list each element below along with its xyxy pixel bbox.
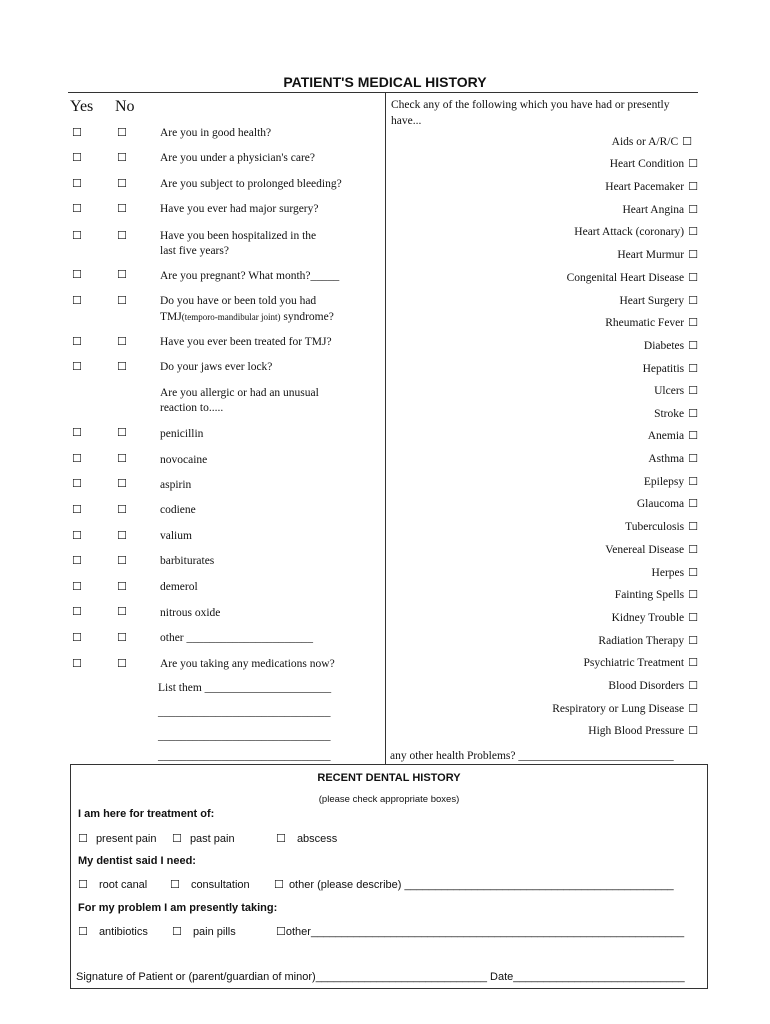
yes-checkbox[interactable]: ☐ (72, 268, 82, 281)
no-checkbox[interactable]: ☐ (117, 554, 127, 567)
condition-label: Heart Murmur (617, 249, 685, 261)
condition-anemia[interactable] (648, 429, 698, 443)
condition-checkbox[interactable]: ☐ (688, 702, 698, 715)
condition-heart-murmur[interactable] (617, 248, 698, 262)
medications-list-line2[interactable]: ______________________________ (158, 706, 331, 718)
allergy-nitrous-oxide: nitrous oxide (160, 607, 221, 619)
condition-psychiatric-treatment[interactable] (584, 656, 699, 670)
condition-fainting-spells[interactable] (615, 588, 698, 602)
condition-label: Hepatitis (642, 363, 685, 375)
condition-checkbox[interactable]: ☐ (688, 588, 698, 601)
condition-label: Venereal Disease (605, 544, 685, 556)
other-taking-checkbox[interactable]: ☐ (276, 925, 286, 938)
medications-list-line3[interactable]: ______________________________ (158, 730, 331, 742)
condition-checkbox[interactable]: ☐ (688, 475, 698, 488)
question-tmj-line1: Do you have or been told you had (160, 295, 317, 307)
condition-checkbox[interactable]: ☐ (688, 679, 698, 692)
pain-pills-checkbox[interactable]: ☐ (172, 925, 182, 938)
condition-congenital-heart-disease[interactable] (567, 271, 698, 285)
yes-checkbox[interactable]: ☐ (72, 335, 82, 348)
other-health-problems[interactable]: any other health Problems? ___________________________ (390, 750, 674, 762)
condition-checkbox[interactable]: ☐ (688, 520, 698, 533)
no-checkbox[interactable]: ☐ (117, 229, 127, 242)
no-checkbox[interactable]: ☐ (117, 605, 127, 618)
question-medications: Are you taking any medications now? (160, 658, 335, 670)
yes-checkbox[interactable]: ☐ (72, 452, 82, 465)
yes-checkbox[interactable]: ☐ (72, 503, 82, 516)
condition-label: Fainting Spells (614, 589, 685, 601)
no-checkbox[interactable]: ☐ (117, 335, 127, 348)
column-divider (385, 92, 386, 764)
yes-checkbox[interactable]: ☐ (72, 229, 82, 242)
yes-checkbox[interactable]: ☐ (72, 177, 82, 190)
no-checkbox[interactable]: ☐ (117, 177, 127, 190)
question-tmj-treated: Have you ever been treated for TMJ? (160, 336, 332, 348)
yes-checkbox[interactable]: ☐ (72, 580, 82, 593)
allergy-other[interactable]: other ______________________ (160, 632, 314, 644)
present-pain-label: present pain (95, 833, 157, 845)
condition-label: Glaucoma (636, 498, 685, 510)
condition-label: Aids or A/R/C (611, 136, 679, 148)
yes-checkbox[interactable]: ☐ (72, 151, 82, 164)
condition-label: Heart Pacemaker (605, 181, 685, 193)
condition-label: Stroke (654, 408, 685, 420)
dental-subtitle: (please check appropriate boxes) (318, 794, 460, 805)
other-taking-option (276, 925, 684, 939)
yes-checkbox[interactable]: ☐ (72, 202, 82, 215)
condition-checkbox[interactable]: ☐ (688, 407, 698, 420)
condition-asthma[interactable] (648, 452, 698, 466)
condition-hepatitis[interactable] (643, 362, 698, 376)
condition-label: Ulcers (654, 385, 685, 397)
no-checkbox[interactable]: ☐ (117, 151, 127, 164)
question-jaws-lock: Do your jaws ever lock? (160, 361, 273, 373)
condition-checkbox[interactable]: ☐ (688, 248, 698, 261)
yes-checkbox[interactable]: ☐ (72, 554, 82, 567)
condition-checkbox[interactable]: ☐ (688, 611, 698, 624)
condition-checkbox[interactable]: ☐ (688, 429, 698, 442)
yes-checkbox[interactable]: ☐ (72, 631, 82, 644)
conditions-intro-line1: Check any of the following which you have had or presently (391, 99, 670, 111)
no-checkbox[interactable]: ☐ (117, 452, 127, 465)
condition-blood-disorders[interactable] (608, 679, 698, 693)
condition-label: Radiation Therapy (598, 635, 685, 647)
condition-label: Herpes (651, 567, 685, 579)
abscess-label: abscess (296, 833, 338, 845)
past-pain-checkbox[interactable]: ☐ (172, 832, 182, 845)
consultation-label: consultation (190, 879, 250, 891)
consultation-checkbox[interactable]: ☐ (170, 878, 180, 891)
condition-checkbox[interactable]: ☐ (688, 362, 698, 375)
no-checkbox[interactable]: ☐ (117, 580, 127, 593)
condition-checkbox[interactable]: ☐ (688, 543, 698, 556)
condition-label: Heart Attack (coronary) (574, 226, 685, 238)
condition-glaucoma[interactable] (637, 497, 698, 511)
signature-line[interactable]: Signature of Patient or (parent/guardian of minor)____________________________ Date____________________________ (76, 971, 685, 983)
pain-pills-option (172, 925, 236, 939)
no-checkbox[interactable]: ☐ (117, 529, 127, 542)
condition-heart-pacemaker[interactable] (605, 180, 698, 194)
condition-label: Epilepsy (643, 476, 685, 488)
other-need-option (274, 878, 674, 892)
allergy-valium: valium (160, 530, 192, 542)
no-checkbox[interactable]: ☐ (117, 503, 127, 516)
condition-stroke[interactable] (654, 407, 698, 421)
abscess-option (276, 832, 337, 846)
question-allergic-line1: Are you allergic or had an unusual (160, 387, 319, 399)
allergy-demerol: demerol (160, 581, 198, 593)
allergy-aspirin: aspirin (160, 479, 192, 491)
condition-label: Kidney Trouble (611, 612, 685, 624)
consultation-option (170, 878, 250, 892)
condition-respiratory-lung-disease[interactable] (552, 702, 698, 716)
condition-venereal-disease[interactable] (605, 543, 698, 557)
root-canal-checkbox[interactable]: ☐ (78, 878, 88, 891)
page-title: PATIENT'S MEDICAL HISTORY (283, 74, 487, 90)
taking-heading: For my problem I am presently taking: (78, 902, 278, 914)
condition-checkbox[interactable]: ☐ (688, 180, 698, 193)
root-canal-label: root canal (98, 879, 148, 891)
antibiotics-checkbox[interactable]: ☐ (78, 925, 88, 938)
yes-checkbox[interactable]: ☐ (72, 426, 82, 439)
condition-radiation-therapy[interactable] (598, 634, 698, 648)
condition-heart-condition[interactable] (610, 157, 698, 171)
yes-checkbox[interactable]: ☐ (72, 360, 82, 373)
medications-list-line1[interactable]: List them ______________________ (158, 682, 332, 694)
condition-checkbox[interactable]: ☐ (688, 294, 698, 307)
tmj-definition: (temporo-mandibular joint) (181, 312, 281, 322)
no-checkbox[interactable]: ☐ (117, 202, 127, 215)
condition-checkbox[interactable]: ☐ (688, 225, 698, 238)
no-checkbox[interactable]: ☐ (117, 294, 127, 307)
condition-checkbox[interactable]: ☐ (688, 497, 698, 510)
question-tmj-line2 (160, 309, 334, 325)
no-checkbox[interactable]: ☐ (117, 360, 127, 373)
condition-label: Diabetes (643, 340, 685, 352)
yes-checkbox[interactable]: ☐ (72, 294, 82, 307)
condition-label: Asthma (648, 453, 685, 465)
question-hospitalized-line1: Have you been hospitalized in the (160, 230, 317, 242)
question-allergic-line2: reaction to..... (160, 402, 224, 414)
top-rule (68, 92, 698, 93)
other-need-label[interactable]: other (please describe) ____________________________________________ (288, 879, 674, 891)
condition-heart-angina[interactable] (622, 203, 698, 217)
tmj-term: TMJ (160, 311, 182, 323)
dental-title: RECENT DENTAL HISTORY (317, 772, 461, 784)
condition-checkbox[interactable]: ☐ (688, 339, 698, 352)
yes-header: Yes (70, 98, 94, 115)
need-heading: My dentist said I need: (78, 855, 196, 867)
condition-label: Heart Condition (609, 158, 685, 170)
present-pain-checkbox[interactable]: ☐ (78, 832, 88, 845)
pain-pills-label: pain pills (192, 926, 236, 938)
treatment-heading: I am here for treatment of: (78, 808, 215, 820)
yes-checkbox[interactable]: ☐ (72, 126, 82, 139)
no-checkbox[interactable]: ☐ (117, 126, 127, 139)
no-checkbox[interactable]: ☐ (117, 631, 127, 644)
condition-high-blood-pressure[interactable] (588, 724, 698, 738)
condition-checkbox[interactable]: ☐ (688, 203, 698, 216)
abscess-checkbox[interactable]: ☐ (276, 832, 286, 845)
condition-checkbox[interactable]: ☐ (688, 634, 698, 647)
condition-heart-surgery[interactable] (620, 294, 699, 308)
allergy-penicillin: penicillin (160, 428, 204, 440)
allergy-barbiturates: barbiturates (160, 555, 215, 567)
yes-checkbox[interactable]: ☐ (72, 657, 82, 670)
condition-label: Psychiatric Treatment (583, 657, 685, 669)
past-pain-label: past pain (189, 833, 235, 845)
conditions-intro-line2: have... (391, 115, 422, 127)
tmj-syndrome: syndrome? (280, 311, 334, 323)
question-physician-care: Are you under a physician's care? (160, 152, 316, 164)
question-major-surgery: Have you ever had major surgery? (160, 203, 319, 215)
yes-checkbox[interactable]: ☐ (72, 529, 82, 542)
condition-label: Heart Surgery (619, 295, 685, 307)
condition-checkbox[interactable]: ☐ (688, 724, 698, 737)
condition-ulcers[interactable] (654, 384, 698, 398)
condition-label: Blood Disorders (608, 680, 685, 692)
no-checkbox[interactable]: ☐ (117, 477, 127, 490)
condition-diabetes[interactable] (644, 339, 698, 353)
condition-checkbox[interactable]: ☐ (688, 566, 698, 579)
question-prolonged-bleeding: Are you subject to prolonged bleeding? (160, 178, 342, 190)
question-good-health: Are you in good health? (160, 127, 272, 139)
treatment-options (78, 832, 156, 846)
antibiotics-option (78, 925, 148, 939)
condition-checkbox[interactable]: ☐ (682, 135, 692, 148)
past-pain-option (172, 832, 235, 846)
condition-label: Tuberculosis (625, 521, 685, 533)
medications-list-line4[interactable]: ______________________________ (158, 750, 331, 762)
condition-label: Congenital Heart Disease (566, 272, 685, 284)
condition-checkbox[interactable]: ☐ (688, 384, 698, 397)
condition-checkbox[interactable]: ☐ (688, 316, 698, 329)
condition-label: Respiratory or Lung Disease (552, 703, 685, 715)
allergy-novocaine: novocaine (160, 454, 208, 466)
condition-checkbox[interactable]: ☐ (688, 452, 698, 465)
condition-label: Rheumatic Fever (605, 317, 685, 329)
condition-label: Anemia (647, 430, 685, 442)
no-header: No (115, 98, 135, 115)
no-checkbox[interactable]: ☐ (117, 268, 127, 281)
question-hospitalized-line2: last five years? (160, 245, 229, 257)
condition-label: High Blood Pressure (588, 725, 685, 737)
condition-rheumatic-fever[interactable] (605, 316, 698, 330)
condition-tuberculosis[interactable] (625, 520, 698, 534)
no-checkbox[interactable]: ☐ (117, 426, 127, 439)
condition-checkbox[interactable]: ☐ (688, 271, 698, 284)
root-canal-option (78, 878, 147, 892)
other-need-checkbox[interactable]: ☐ (274, 878, 284, 891)
yes-checkbox[interactable]: ☐ (72, 605, 82, 618)
other-taking-label[interactable]: other_____________________________________________________________ (285, 926, 685, 938)
condition-label: Heart Angina (622, 204, 685, 216)
condition-checkbox[interactable]: ☐ (688, 157, 698, 170)
condition-epilepsy[interactable] (644, 475, 698, 489)
condition-herpes[interactable] (652, 566, 698, 580)
condition-aids[interactable] (612, 135, 692, 149)
condition-heart-attack[interactable] (574, 225, 698, 239)
no-checkbox[interactable]: ☐ (117, 657, 127, 670)
yes-checkbox[interactable]: ☐ (72, 477, 82, 490)
antibiotics-label: antibiotics (98, 926, 148, 938)
condition-kidney-trouble[interactable] (612, 611, 698, 625)
allergy-codiene: codiene (160, 504, 196, 516)
condition-checkbox[interactable]: ☐ (688, 656, 698, 669)
question-pregnant: Are you pregnant? What month?_____ (160, 270, 340, 282)
